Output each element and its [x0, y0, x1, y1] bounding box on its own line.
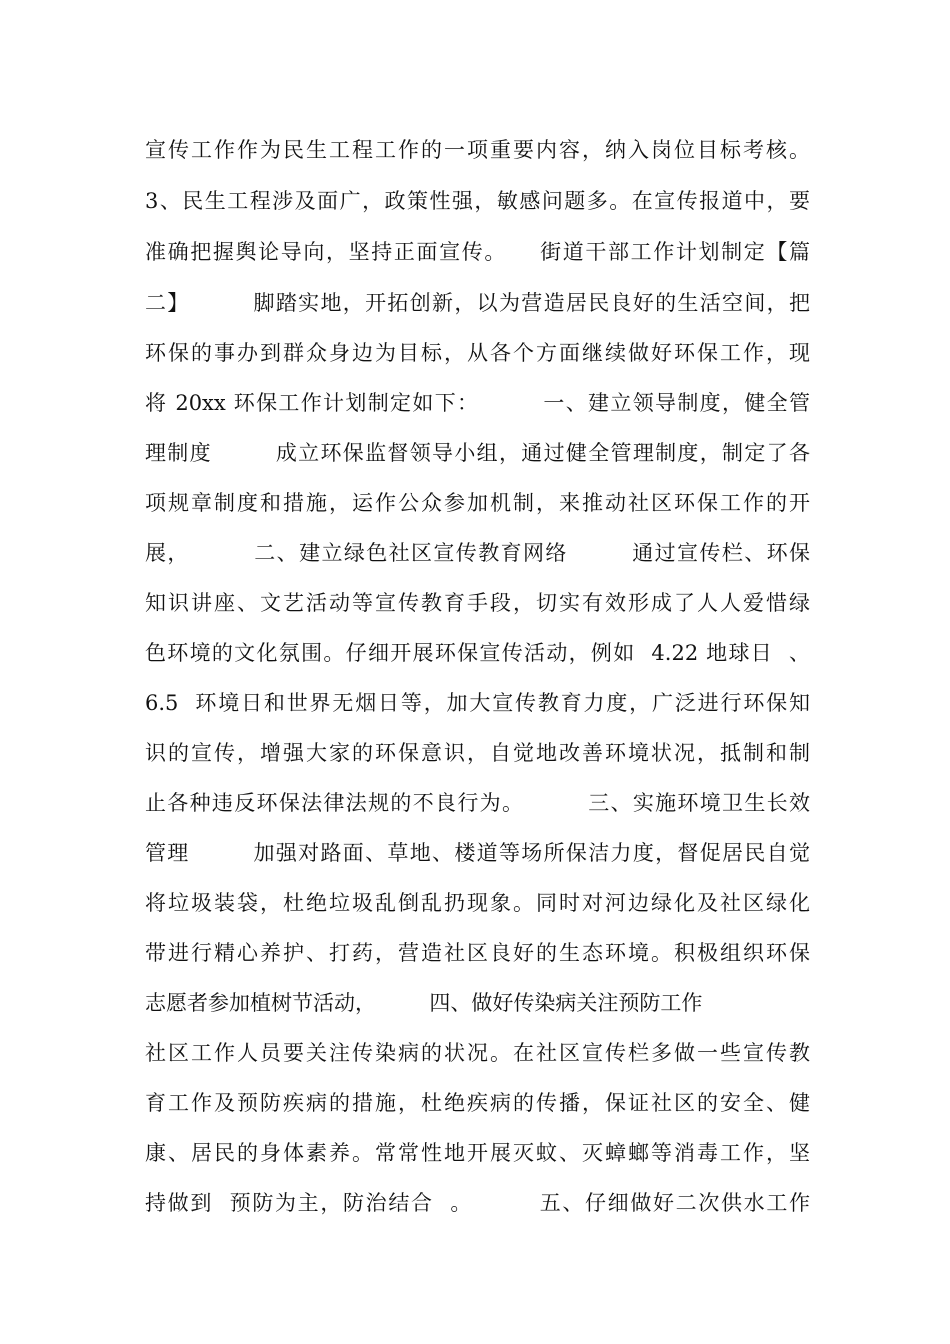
text-line: 理制度 成立环保监督领导小组，通过健全管理制度，制定了各	[145, 441, 810, 465]
text-line: 6.5 环境日和世界无烟日等，加大宣传教育力度，广泛进行环保知	[145, 691, 810, 715]
text-line: 二】 脚踏实地，开拓创新，以为营造居民良好的生活空间，把	[145, 291, 810, 315]
text-line: 准确把握舆论导向，坚持正面宣传。 街道干部工作计划制定【篇	[145, 240, 810, 264]
text-line: 带进行精心养护、打药，营造社区良好的生态环境。积极组织环保	[145, 941, 810, 965]
text-line: 育工作及预防疾病的措施，杜绝疾病的传播，保证社区的安全、健	[145, 1091, 810, 1115]
text-line: 展， 二、建立绿色社区宣传教育网络 通过宣传栏、环保	[145, 541, 810, 565]
text-line: 3、民生工程涉及面广，政策性强，敏感问题多。在宣传报道中，要	[145, 189, 810, 213]
text-line: 志愿者参加植树节活动， 四、做好传染病关注预防工作	[145, 991, 703, 1015]
text-line: 持做到 预防为主，防治结合 。 五、仔细做好二次供水工作	[145, 1191, 810, 1215]
text-line: 康、居民的身体素养。常常性地开展灭蚊、灭蟑螂等消毒工作，坚	[145, 1141, 810, 1165]
text-line: 将垃圾装袋，杜绝垃圾乱倒乱扔现象。同时对河边绿化及社区绿化	[145, 891, 810, 915]
text-line: 社区工作人员要关注传染病的状况。在社区宣传栏多做一些宣传教	[145, 1041, 810, 1065]
text-line: 识的宣传，增强大家的环保意识，自觉地改善环境状况，抵制和制	[145, 741, 810, 765]
text-line: 将 20xx 环保工作计划制定如下： 一、建立领导制度，健全管	[145, 391, 810, 415]
text-line: 项规章制度和措施，运作公众参加机制，来推动社区环保工作的开	[145, 491, 810, 515]
text-line: 知识讲座、文艺活动等宣传教育手段，切实有效形成了人人爱惜绿	[145, 591, 810, 615]
text-line: 止各种违反环保法律法规的不良行为。 三、实施环境卫生长效	[145, 791, 810, 815]
text-line: 色环境的文化氛围。仔细开展环保宣传活动，例如 4.22 地球日 、	[145, 641, 810, 665]
text-line: 环保的事办到群众身边为目标，从各个方面继续做好环保工作，现	[145, 341, 810, 365]
text-line: 宣传工作作为民生工程工作的一项重要内容，纳入岗位目标考核。	[145, 138, 810, 162]
text-line: 管理 加强对路面、草地、楼道等场所保洁力度，督促居民自觉	[145, 841, 810, 865]
